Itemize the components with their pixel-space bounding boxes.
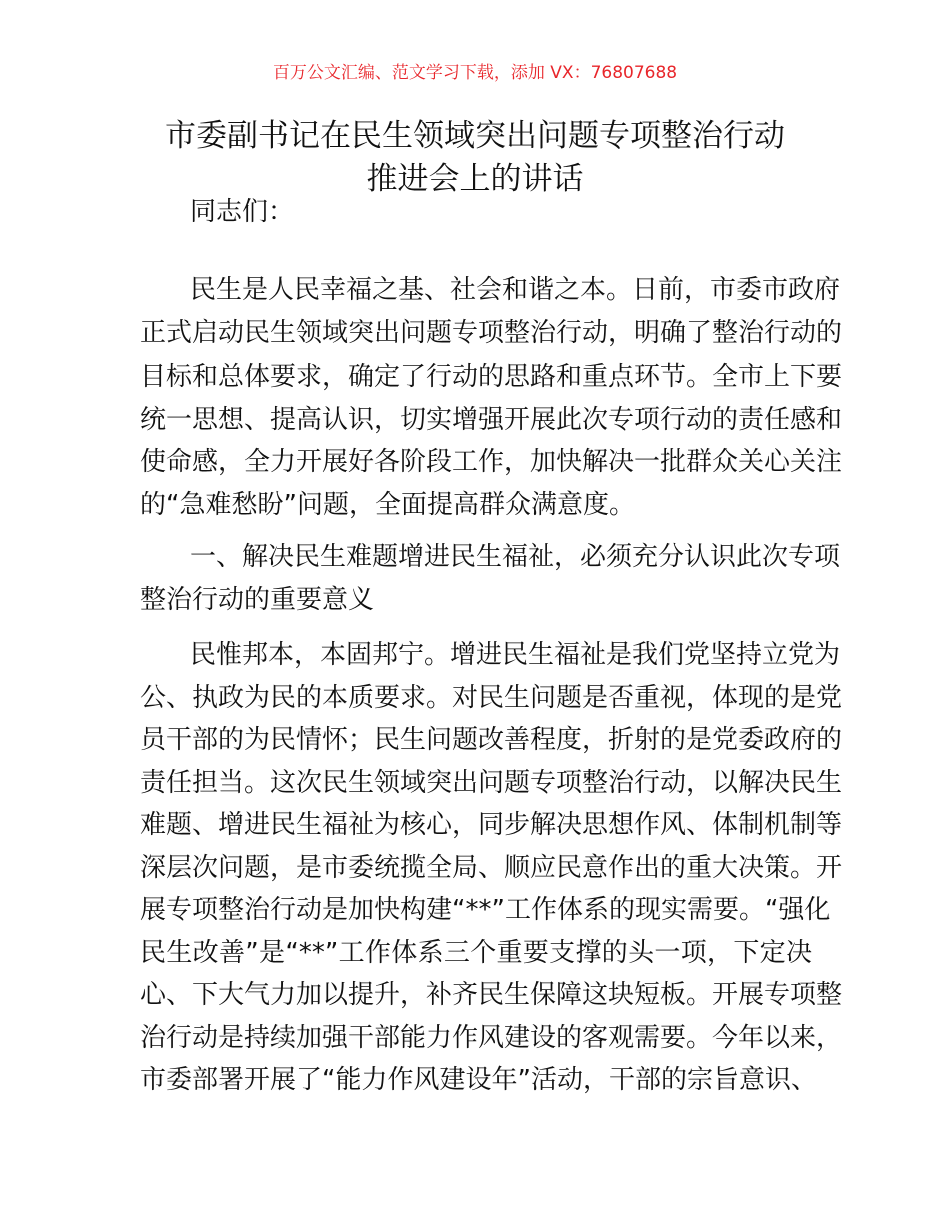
- text-line: 员干部的为民情怀；民生问题改善程度，折射的是党委政府的: [140, 725, 843, 755]
- text-line: 难题、增进民生福祉为核心，同步解决思想作风、体制机制等: [140, 810, 843, 840]
- salutation: 同志们：: [190, 197, 295, 227]
- text-line: 民生是人民幸福之基、社会和谐之本。日前，市委市政府: [190, 275, 841, 305]
- text-line: 展专项整治行动是加快构建“**”工作体系的现实需要。“强化: [140, 895, 831, 925]
- text-line: 民惟邦本，本固邦宁。增进民生福祉是我们党坚持立党为: [190, 640, 841, 670]
- text-line: 正式启动民生领域突出问题专项整治行动，明确了整治行动的: [140, 318, 843, 348]
- text-line: 整治行动的重要意义: [140, 585, 375, 615]
- document-title-line-1: 市委副书记在民生领域突出问题专项整治行动: [165, 118, 785, 154]
- text-line: 责任担当。这次民生领域突出问题专项整治行动，以解决民生: [140, 768, 843, 798]
- text-line: 市委部署开展了“能力作风建设年”活动，干部的宗旨意识、: [140, 1065, 817, 1095]
- text-line: 使命感，全力开展好各阶段工作，加快解决一批群众关心关注: [140, 447, 843, 477]
- text-line: 治行动是持续加强干部能力作风建设的客观需要。今年以来，: [140, 1023, 843, 1053]
- header-notice: 百万公文汇编、范文学习下载，添加 VX：76807688: [272, 63, 678, 83]
- text-line: 统一思想、提高认识，切实增强开展此次专项行动的责任感和: [140, 405, 843, 435]
- text-line: 公、执政为民的本质要求。对民生问题是否重视，体现的是党: [140, 683, 843, 713]
- text-line: 一、解决民生难题增进民生福祉，必须充分认识此次专项: [190, 542, 841, 572]
- text-line: 心、下大气力加以提升，补齐民生保障这块短板。开展专项整: [140, 980, 843, 1010]
- text-line: 目标和总体要求，确定了行动的思路和重点环节。全市上下要: [140, 362, 843, 392]
- text-line: 深层次问题，是市委统揽全局、顺应民意作出的重大决策。开: [140, 853, 843, 883]
- text-line: 的“急难愁盼”问题，全面提高群众满意度。: [140, 490, 635, 520]
- document-title-line-2: 推进会上的讲话: [366, 161, 584, 197]
- text-line: 民生改善”是“**”工作体系三个重要支撑的头一项，下定决: [140, 938, 812, 968]
